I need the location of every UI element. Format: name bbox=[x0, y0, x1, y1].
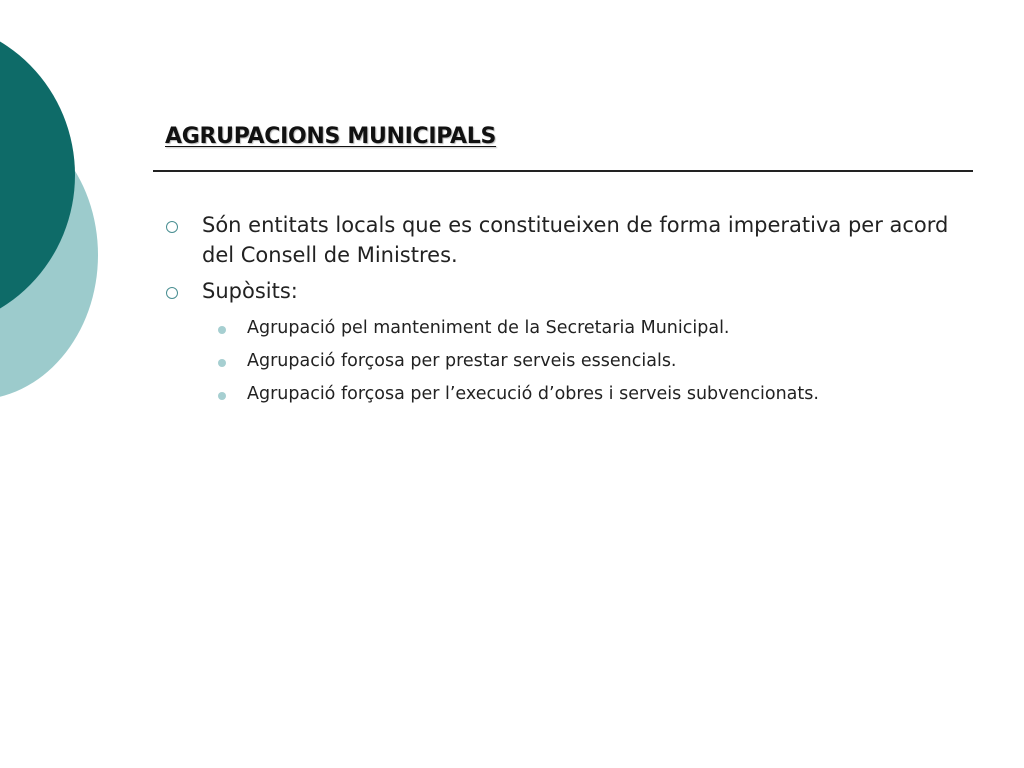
hollow-circle-bullet-icon bbox=[166, 221, 178, 233]
sub-bullet-text: Agrupació forçosa per prestar serveis essencials. bbox=[247, 351, 677, 371]
title-divider bbox=[153, 170, 973, 172]
slide-content bbox=[160, 210, 970, 411]
bullet-item bbox=[160, 276, 970, 306]
sub-bullet-text: Agrupació forçosa per l’execució d’obres i serveis subvencionats. bbox=[247, 384, 819, 404]
bullet-item bbox=[160, 210, 970, 270]
filled-dot-bullet-icon bbox=[218, 392, 226, 400]
sub-bullet-item bbox=[160, 345, 970, 378]
bullet-text: Supòsits: bbox=[202, 279, 298, 303]
sub-bullet-item bbox=[160, 378, 970, 411]
sub-bullet-item bbox=[160, 312, 970, 345]
slide-title: AGRUPACIONS MUNICIPALS bbox=[165, 124, 497, 149]
sub-bullet-text: Agrupació pel manteniment de la Secretaria Municipal. bbox=[247, 318, 730, 338]
filled-dot-bullet-icon bbox=[218, 359, 226, 367]
filled-dot-bullet-icon bbox=[218, 326, 226, 334]
bullet-text: Són entitats locals que es constitueixen de forma imperativa per acord del Consell de Ministres. bbox=[202, 213, 949, 267]
hollow-circle-bullet-icon bbox=[166, 287, 178, 299]
